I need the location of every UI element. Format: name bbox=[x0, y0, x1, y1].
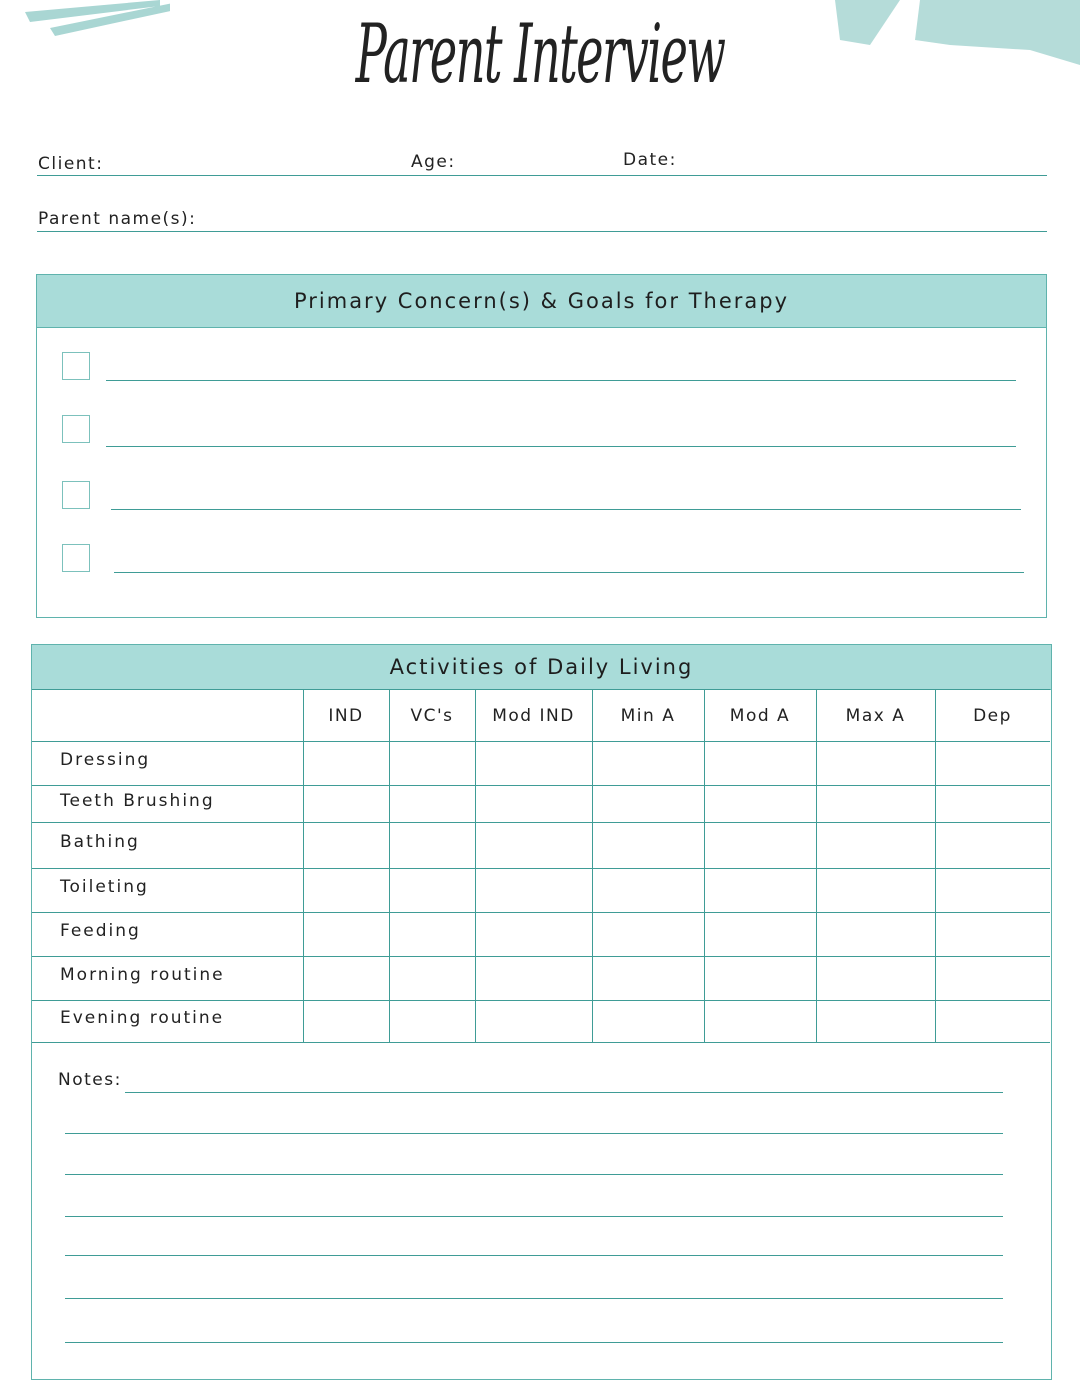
table-cell[interactable] bbox=[704, 868, 816, 912]
column-header: Min A bbox=[620, 706, 676, 726]
table-cell[interactable] bbox=[475, 912, 592, 956]
date-label: Date: bbox=[623, 150, 677, 170]
page-title: Parent Interview bbox=[355, 6, 725, 102]
parent-names-label: Parent name(s): bbox=[38, 209, 197, 229]
adl-heading: Activities of Daily Living bbox=[31, 644, 1052, 690]
table-cell[interactable] bbox=[935, 822, 1050, 868]
row-label: Dressing bbox=[60, 750, 151, 770]
table-cell[interactable] bbox=[592, 785, 704, 822]
table-cell[interactable] bbox=[816, 785, 935, 822]
table-cell[interactable] bbox=[592, 1000, 704, 1042]
table-cell[interactable] bbox=[389, 822, 475, 868]
table-cell[interactable] bbox=[475, 1000, 592, 1042]
row-label: Evening routine bbox=[60, 1008, 225, 1028]
table-cell[interactable] bbox=[389, 912, 475, 956]
table-row-divider bbox=[32, 689, 1050, 690]
age-label: Age: bbox=[411, 152, 456, 172]
table-cell[interactable] bbox=[816, 741, 935, 785]
notes-line[interactable] bbox=[65, 1255, 1003, 1256]
notes-line[interactable] bbox=[65, 1133, 1003, 1134]
table-cell[interactable] bbox=[592, 741, 704, 785]
client-age-date-line[interactable] bbox=[37, 175, 1047, 176]
row-label: Toileting bbox=[60, 877, 149, 897]
table-cell[interactable] bbox=[704, 1000, 816, 1042]
column-header: Dep bbox=[973, 706, 1012, 726]
client-label: Client: bbox=[38, 154, 104, 174]
table-cell[interactable] bbox=[303, 912, 389, 956]
table-cell[interactable] bbox=[475, 822, 592, 868]
table-cell[interactable] bbox=[475, 785, 592, 822]
table-cell[interactable] bbox=[389, 741, 475, 785]
notes-line[interactable] bbox=[65, 1298, 1003, 1299]
table-cell[interactable] bbox=[303, 1000, 389, 1042]
table-cell[interactable] bbox=[389, 1000, 475, 1042]
notes-label: Notes: bbox=[58, 1070, 122, 1090]
table-cell[interactable] bbox=[816, 1000, 935, 1042]
table-cell[interactable] bbox=[935, 868, 1050, 912]
table-cell[interactable] bbox=[935, 956, 1050, 1000]
table-cell[interactable] bbox=[389, 785, 475, 822]
column-header: Mod IND bbox=[492, 706, 575, 726]
table-cell[interactable] bbox=[303, 868, 389, 912]
table-row-divider bbox=[32, 1042, 1050, 1043]
table-cell[interactable] bbox=[704, 956, 816, 1000]
table-cell[interactable] bbox=[816, 912, 935, 956]
column-header: Mod A bbox=[729, 706, 791, 726]
row-label: Teeth Brushing bbox=[60, 790, 215, 811]
notes-line[interactable] bbox=[65, 1216, 1003, 1217]
column-header: IND bbox=[328, 706, 364, 726]
table-cell[interactable] bbox=[389, 956, 475, 1000]
table-cell[interactable] bbox=[704, 785, 816, 822]
table-cell[interactable] bbox=[389, 868, 475, 912]
table-cell[interactable] bbox=[816, 868, 935, 912]
table-cell[interactable] bbox=[303, 741, 389, 785]
concern-line[interactable] bbox=[114, 572, 1024, 573]
row-label: Morning routine bbox=[60, 965, 225, 985]
row-label: Bathing bbox=[60, 832, 140, 852]
concern-line[interactable] bbox=[106, 446, 1016, 447]
parent-names-line[interactable] bbox=[37, 231, 1047, 232]
table-cell[interactable] bbox=[303, 956, 389, 1000]
concern-checkbox[interactable] bbox=[62, 544, 90, 572]
table-cell[interactable] bbox=[475, 741, 592, 785]
table-cell[interactable] bbox=[303, 785, 389, 822]
table-cell[interactable] bbox=[592, 868, 704, 912]
table-cell[interactable] bbox=[935, 741, 1050, 785]
table-cell[interactable] bbox=[475, 956, 592, 1000]
table-cell[interactable] bbox=[704, 822, 816, 868]
notes-line[interactable] bbox=[65, 1174, 1003, 1175]
notes-line[interactable] bbox=[125, 1092, 1003, 1093]
table-cell[interactable] bbox=[935, 785, 1050, 822]
row-label: Feeding bbox=[60, 921, 141, 941]
table-cell[interactable] bbox=[704, 912, 816, 956]
table-cell[interactable] bbox=[303, 822, 389, 868]
table-cell[interactable] bbox=[816, 822, 935, 868]
concern-checkbox[interactable] bbox=[62, 415, 90, 443]
table-cell[interactable] bbox=[592, 912, 704, 956]
table-cell[interactable] bbox=[704, 741, 816, 785]
table-cell[interactable] bbox=[592, 956, 704, 1000]
concern-checkbox[interactable] bbox=[62, 352, 90, 380]
concern-line[interactable] bbox=[106, 380, 1016, 381]
column-header: VC's bbox=[410, 706, 454, 726]
concerns-heading: Primary Concern(s) & Goals for Therapy bbox=[36, 274, 1047, 328]
table-cell[interactable] bbox=[816, 956, 935, 1000]
table-cell[interactable] bbox=[592, 822, 704, 868]
concern-checkbox[interactable] bbox=[62, 481, 90, 509]
column-header: Max A bbox=[845, 706, 906, 726]
notes-line[interactable] bbox=[65, 1342, 1003, 1343]
concern-line[interactable] bbox=[111, 509, 1021, 510]
table-cell[interactable] bbox=[935, 1000, 1050, 1042]
table-cell[interactable] bbox=[935, 912, 1050, 956]
table-cell[interactable] bbox=[475, 868, 592, 912]
